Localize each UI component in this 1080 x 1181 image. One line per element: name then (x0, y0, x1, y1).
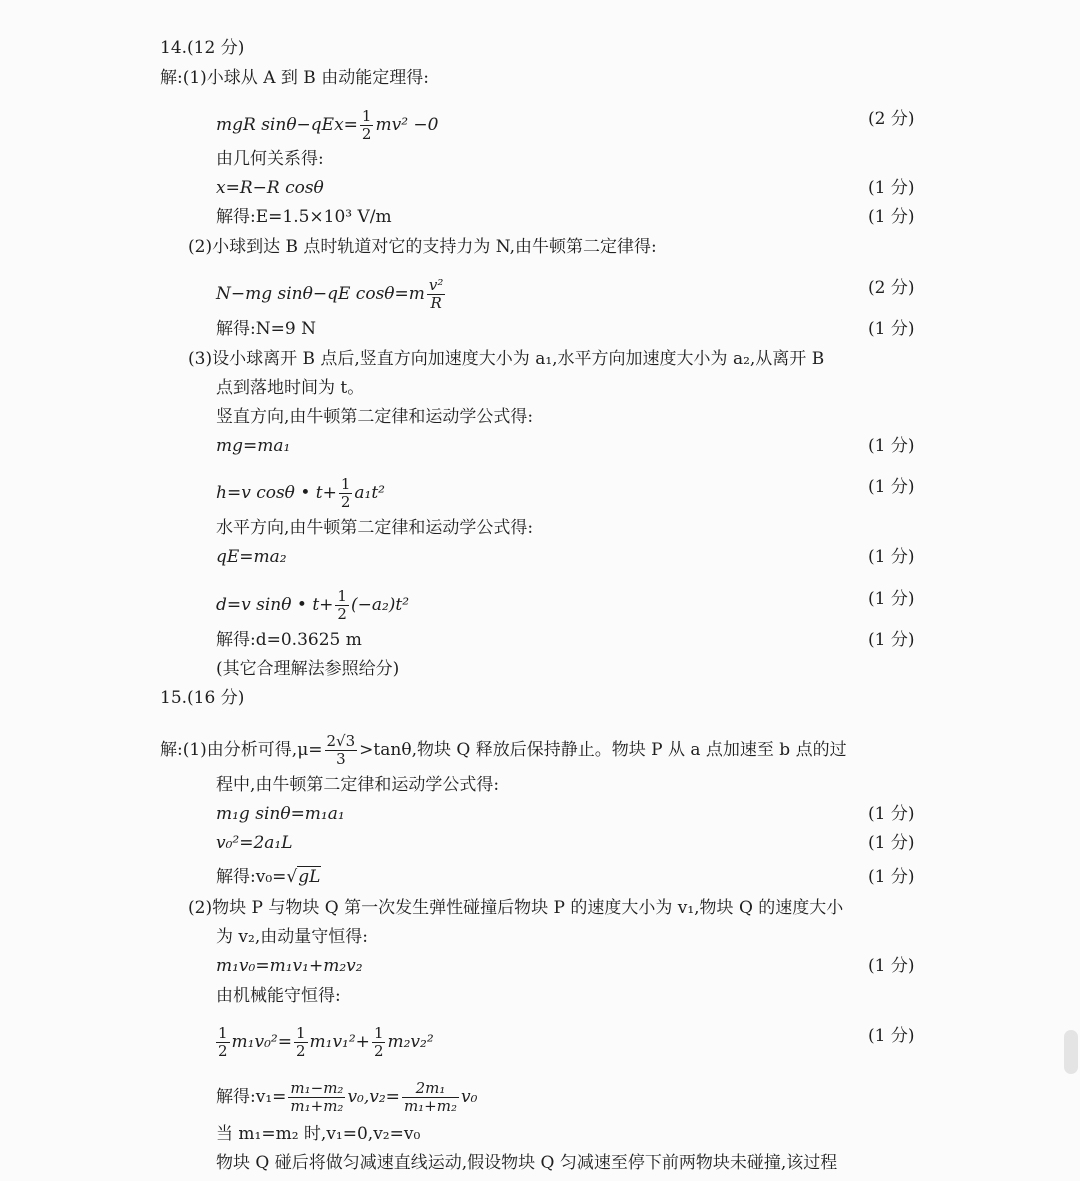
fraction: $\frac{\text{v²}}{R}$ (428, 276, 444, 312)
fraction: $\frac{1}{2}$ (337, 587, 347, 623)
q14-eq5: h=v cosθ • t+ $\frac{1}{2}$ a₁t² (216, 475, 385, 511)
q15-eq2: v₀²=2a₁L (216, 833, 293, 853)
q15-eq1: m₁g sinθ=m₁a₁ (216, 804, 345, 824)
q15-mechanical-text: 由机械能守恒得: (216, 986, 341, 1006)
q14-horizontal-text: 水平方向,由牛顿第二定律和运动学公式得: (216, 518, 534, 538)
score-label: (1 分) (868, 630, 915, 650)
fraction: $\frac{1}{2}$ (373, 1024, 384, 1060)
q15-eq3: m₁v₀=m₁v₁+m₂v₂ (216, 956, 363, 976)
fraction: $\frac{\text{m₁−m₂}}{\text{m₁+m₂}}$ (290, 1079, 344, 1115)
score-label: (1 分) (868, 804, 915, 824)
q14-geometry-text: 由几何关系得: (216, 149, 324, 169)
score-label: (1 分) (868, 547, 915, 567)
fraction: $\frac{1}{2}$ (361, 107, 372, 143)
sqrt-radicand: gL (298, 867, 321, 887)
q14-part1-intro: 解:(1)小球从 A 到 B 由动能定理得: (160, 68, 429, 88)
q15-last-line: 物块 Q 碰后将做匀减速直线运动,假设物块 Q 匀减速至停下前两物块未碰撞,该过程 (216, 1153, 838, 1173)
q14-eq6: qE=ma₂ (216, 547, 287, 567)
q14-result-N: 解得:N=9 N (216, 319, 316, 339)
q14-note: (其它合理解法参照给分) (216, 659, 400, 679)
q15-eq4: $\frac{1}{2}$ m₁v₀²= $\frac{1}{2}$ m₁v₁²+ $\frac{1}{2}$ m₂v₂² (218, 1024, 434, 1060)
q15-result-v1-v2: 解得:v₁= $\frac{\text{m₁−m₂}}{\text{m₁+m₂}}$ v₀,v₂= $\frac{\text{2m₁}}{\text{m₁+m₂}}$ v₀ (216, 1079, 478, 1115)
score-label: (1 分) (868, 956, 915, 976)
score-label: (2 分) (868, 278, 915, 298)
q14-part2-intro: (2)小球到达 B 点时轨道对它的支持力为 N,由牛顿第二定律得: (188, 237, 657, 257)
scrollbar-thumb[interactable] (1064, 1030, 1078, 1074)
q14-eq7: d=v sinθ • t+ $\frac{1}{2}$ (−a₂)t² (216, 587, 410, 623)
q14-eq2: x=R−R cosθ (216, 178, 324, 198)
q15-when-equal: 当 m₁=m₂ 时,v₁=0,v₂=v₀ (216, 1124, 421, 1144)
q14-header: 14.(12 分) (160, 38, 245, 58)
q14-vertical-text: 竖直方向,由牛顿第二定律和运动学公式得: (216, 407, 534, 427)
fraction: $\frac{2√3}{3}$ (326, 732, 356, 768)
fraction: $\frac{1}{2}$ (295, 1024, 306, 1060)
score-label: (1 分) (868, 178, 915, 198)
q15-part2-line2: 为 v₂,由动量守恒得: (216, 927, 368, 947)
score-label: (1 分) (868, 477, 915, 497)
score-label: (1 分) (868, 589, 915, 609)
score-label: (1 分) (868, 207, 915, 227)
q15-part1-line1: 解:(1)由分析可得,μ= $\frac{2√3}{3}$ >tanθ,物块 Q 释放后保持静止。物块 P 从 a 点加速至 b 点的过 (160, 732, 847, 768)
q14-result-d: 解得:d=0.3625 m (216, 630, 362, 650)
q14-part3-line2: 点到落地时间为 t。 (216, 378, 365, 398)
q14-eq4: mg=ma₁ (216, 436, 291, 456)
score-label: (1 分) (868, 319, 915, 339)
q15-result-v0: 解得:v₀=√gL (216, 867, 321, 887)
q14-eq1: mgR sinθ−qEx= $\frac{1}{2}$ mv² −0 (216, 107, 439, 143)
score-label: (2 分) (868, 109, 915, 129)
q14-result-E: 解得:E=1.5×10³ V/m (216, 207, 392, 227)
q15-part1-line2: 程中,由牛顿第二定律和运动学公式得: (216, 775, 500, 795)
score-label: (1 分) (868, 867, 915, 887)
score-label: (1 分) (868, 1026, 915, 1046)
fraction: $\frac{1}{2}$ (340, 475, 351, 511)
fraction: $\frac{1}{2}$ (218, 1024, 228, 1060)
q15-part2-line1: (2)物块 P 与物块 Q 第一次发生弹性碰撞后物块 P 的速度大小为 v₁,物块 Q 的速度大小 (188, 898, 844, 918)
score-label: (1 分) (868, 833, 915, 853)
score-label: (1 分) (868, 436, 915, 456)
q15-header: 15.(16 分) (160, 688, 245, 708)
fraction: $\frac{\text{2m₁}}{\text{m₁+m₂}}$ (403, 1079, 457, 1115)
q14-eq3: N−mg sinθ−qE cosθ=m $\frac{\text{v²}}{R}$ (216, 276, 444, 312)
q14-part3-line1: (3)设小球离开 B 点后,竖直方向加速度大小为 a₁,水平方向加速度大小为 a₂,从离开 B (188, 349, 825, 369)
